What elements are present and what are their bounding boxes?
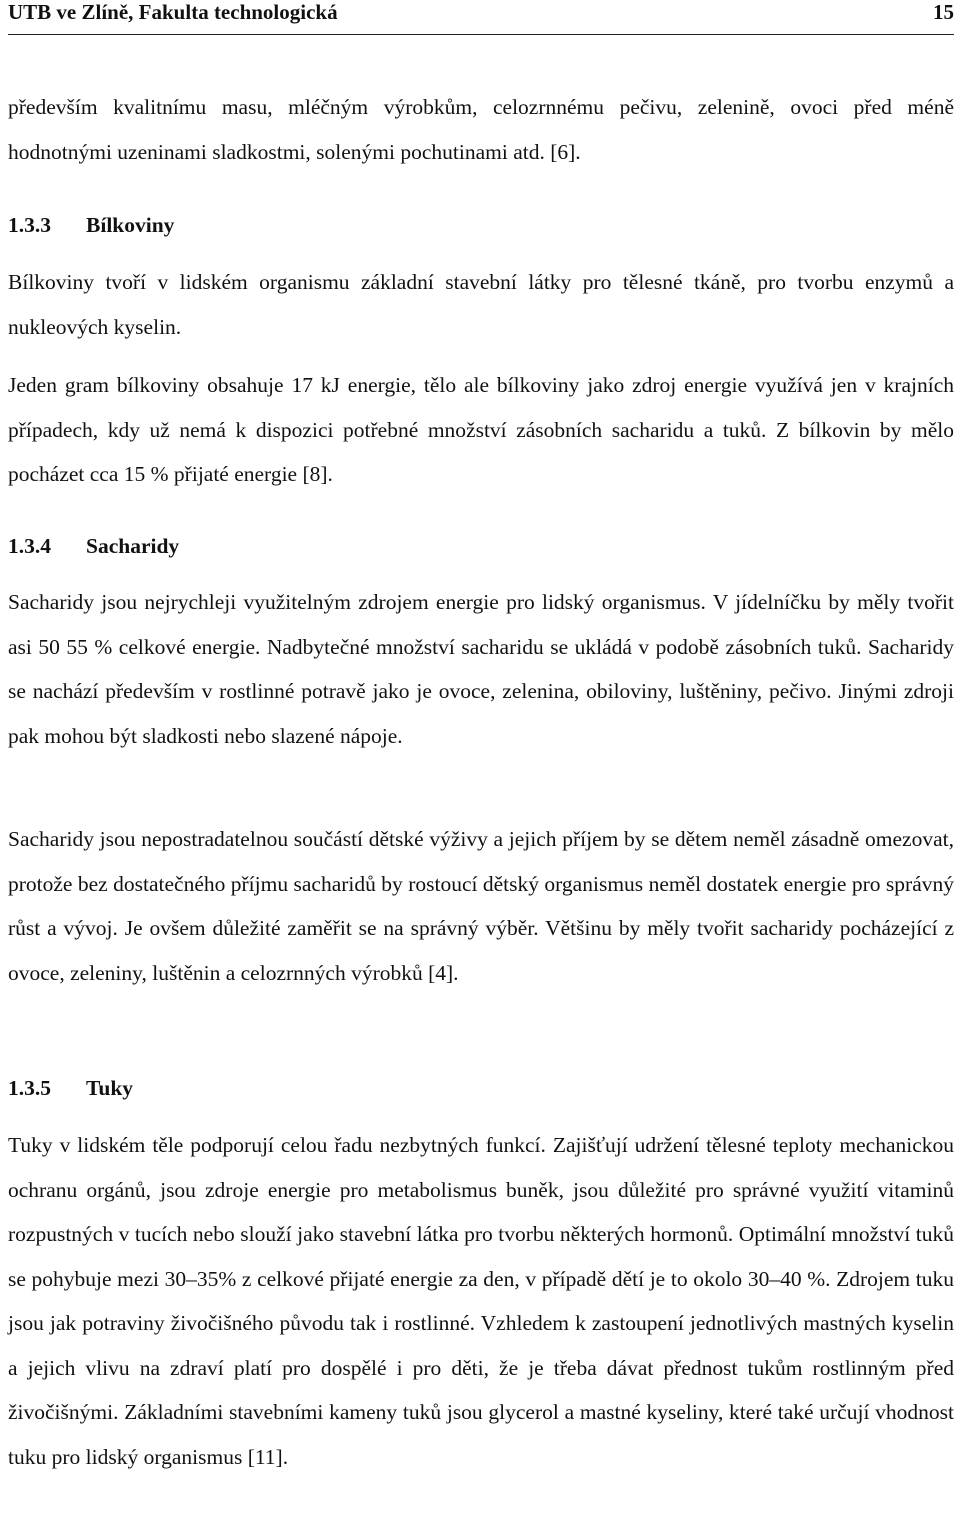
paragraph-sacharidy-2-block	[8, 817, 954, 995]
section-number: 1.3.3	[8, 213, 51, 237]
paragraph-tuky-block	[8, 1123, 954, 1479]
paragraph-intro: především kvalitnímu masu, mléčným výrobkům, celozrnnému pečivu, zelenině, ovoci před méně hodnotnými uzeninami sladkostmi, solenými pochutinami atd. [6].	[8, 95, 954, 164]
document-page	[8, 0, 954, 1469]
section-heading-sacharidy	[8, 531, 954, 561]
paragraph-sacharidy-2: Sacharidy jsou nepostradatelnou součástí dětské výživy a jejich příjem by se dětem neměl zásadně omezovat, protože bez dostatečného příjmu sacharidů by rostoucí dětský organismus neměl dostatek energie pro správný růst a vývoj. Je ovšem důležité zaměřit se na správný výběr. Většinu by měly tvořit sacharidy pocházející z ovoce, zeleniny, luštěnin a celozrnných výrobků [4].	[8, 827, 954, 985]
paragraph-bilkoviny-2: Jeden gram bílkoviny obsahuje 17 kJ energie, tělo ale bílkoviny jako zdroj energie využívá jen v krajních případech, kdy už nemá k dispozici potřebné množství zásobních sacharidu a tuků. Z bílkovin by mělo pocházet cca 15 % přijaté energie [8].	[8, 373, 954, 486]
page-number: 15	[933, 0, 954, 24]
paragraph-sacharidy-1-block	[8, 580, 954, 758]
section-title: Sacharidy	[86, 534, 180, 558]
section-title: Tuky	[86, 1076, 134, 1100]
paragraph-bilkoviny-1-block	[8, 260, 954, 349]
page-header	[8, 0, 954, 35]
section-bilkoviny	[8, 210, 954, 240]
paragraph-bilkoviny-2-block	[8, 363, 954, 497]
section-heading-bilkoviny	[8, 210, 954, 240]
paragraph-tuky: Tuky v lidském těle podporují celou řadu nezbytných funkcí. Zajišťují udržení tělesné teploty mechanickou ochranu orgánů, jsou zdroje energie pro metabolismus buněk, jsou důležité pro správné využití vitaminů rozpustných v tucích nebo slouží jako stavební látka pro tvorbu některých hormonů. Optimální množství tuků se pohybuje mezi 30–35% z celkové přijaté energie za den, v případě dětí je to okolo 30–40 %. Zdrojem tuku jsou jak potraviny živočišného původu tak i rostlinné. Vzhledem k zastoupení jednotlivých mastných kyselin a jejich vlivu na zdraví platí pro dospělé i pro děti, že je třeba dávat přednost tukům rostlinným před živočišnými. Základními stavebními kameny tuků jsou glycerol a mastné kyseliny, které také určují vhodnost tuku pro lidský organismus [11].	[8, 1133, 954, 1469]
header-title: UTB ve Zlíně, Fakulta technologická	[8, 0, 338, 24]
section-number: 1.3.5	[8, 1076, 51, 1100]
section-number: 1.3.4	[8, 534, 51, 558]
paragraph-sacharidy-1: Sacharidy jsou nejrychleji využitelným zdrojem energie pro lidský organismus. V jídelníčku by měly tvořit asi 50 55 % celkové energie. Nadbytečné množství sacharidu se ukládá v podobě zásobních tuků. Sacharidy se nachází především v rostlinné potravě jako je ovoce, zelenina, obiloviny, luštěniny, pečivo. Jinými zdroji pak mohou být sladkosti nebo slazené nápoje.	[8, 590, 954, 748]
section-sacharidy	[8, 531, 954, 561]
section-title: Bílkoviny	[86, 213, 175, 237]
section-heading-tuky	[8, 1073, 954, 1103]
paragraph-intro-block	[8, 85, 954, 174]
section-tuky	[8, 1073, 954, 1103]
paragraph-bilkoviny-1: Bílkoviny tvoří v lidském organismu základní stavební látky pro tělesné tkáně, pro tvorbu enzymů a nukleových kyselin.	[8, 270, 954, 339]
